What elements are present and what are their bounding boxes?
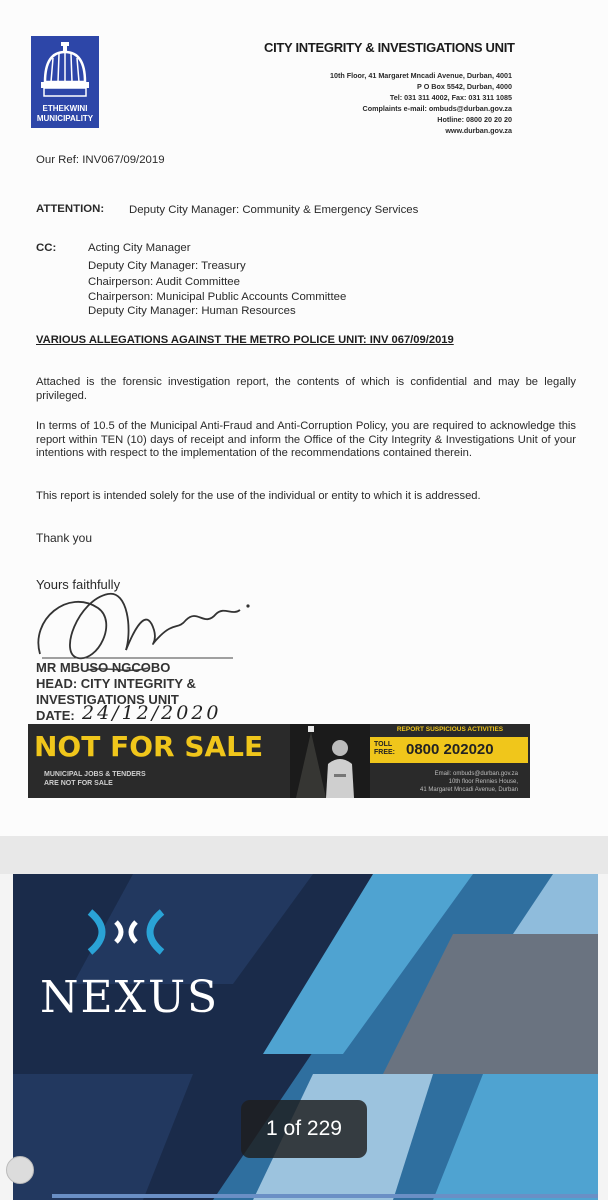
handcuffed-man-icon <box>290 724 370 798</box>
report-suspicious-text: REPORT SUSPICIOUS ACTIVITIES <box>396 726 504 733</box>
page-counter: 1 of 229 <box>241 1100 367 1158</box>
next-page-edge <box>52 1194 598 1198</box>
closing: Yours faithfully <box>36 577 121 592</box>
cc-item: Deputy City Manager: Human Resources <box>88 305 296 317</box>
cc-item: Acting City Manager <box>88 242 191 254</box>
toll-label-line: TOLL <box>374 741 393 748</box>
city-hall-dome-icon <box>39 42 91 98</box>
toll-label-line: FREE: <box>374 749 395 756</box>
attention-value: Deputy City Manager: Community & Emergency Services <box>129 204 419 216</box>
attention-label: ATTENTION: <box>36 203 105 215</box>
toll-free-number: 0800 202020 <box>406 741 494 758</box>
banner-contact-line: 10th floor Rennies House, <box>448 779 518 785</box>
logo-text-line-2: MUNICIPALITY <box>36 114 94 123</box>
banner-subtext-line: MUNICIPAL JOBS & TENDERS <box>44 771 146 778</box>
our-reference: Our Ref: INV067/09/2019 <box>36 154 165 166</box>
report-cover-page <box>0 874 608 1200</box>
not-for-sale-banner <box>28 724 530 798</box>
thank-you: Thank you <box>36 531 93 545</box>
address-line: www.durban.gov.za <box>445 126 512 135</box>
toll-free-box <box>370 737 528 763</box>
address-block <box>330 70 512 136</box>
cc-item: Deputy City Manager: Treasury <box>88 260 246 272</box>
address-line: Tel: 031 311 4002, Fax: 031 311 1085 <box>389 93 512 102</box>
address-line: P O Box 5542, Durban, 4000 <box>417 82 512 91</box>
address-line: Complaints e-mail: ombuds@durban.gov.za <box>362 104 512 113</box>
nexus-brand-name: NEXUS <box>40 972 220 1023</box>
logo-text-line-1: ETHEKWINI <box>42 104 88 113</box>
banner-contact <box>420 770 518 794</box>
paragraph-2: In terms of 10.5 of the Municipal Anti-Fraud and Anti-Corruption Policy, you are required to acknowledge this report within TEN (10) days of receipt and inform the Office of the City Integrity & Investigations Unit of your intentions with respect to the implementation of the recommendations contained therein. <box>36 420 576 459</box>
paragraph-3: This report is intended solely for the use of the individual or entity to which it is addressed. <box>36 490 481 502</box>
unit-title: CITY INTEGRITY & INVESTIGATIONS UNIT <box>264 40 515 55</box>
date-label: DATE: <box>36 708 75 723</box>
signatory-title-line-1: HEAD: CITY INTEGRITY & <box>36 676 196 691</box>
address-line: 10th Floor, 41 Margaret Mncadi Avenue, Durban, 4001 <box>329 71 512 80</box>
banner-contact-line: Email: ombuds@durban.gov.za <box>434 771 518 777</box>
letter-subject: VARIOUS ALLEGATIONS AGAINST THE METRO POLICE UNIT: INV 067/09/2019 <box>36 334 454 346</box>
banner-subtext-line: ARE NOT FOR SALE <box>44 780 113 787</box>
signatory-name: MR MBUSO NGCOBO <box>36 660 171 675</box>
address-line: Hotline: 0800 20 20 20 <box>437 115 512 124</box>
date-handwritten: 24/12/2020 <box>82 702 222 724</box>
paragraph-1: Attached is the forensic investigation report, the contents of which is confidential and may be legally privileged. <box>36 376 576 402</box>
nexus-logo-icon <box>86 908 166 956</box>
banner-subtext <box>44 770 146 788</box>
toll-free-label <box>374 741 395 757</box>
banner-contact-line: 41 Margaret Mncadi Avenue, Durban <box>420 787 518 793</box>
cc-item: Chairperson: Municipal Public Accounts Committee <box>88 291 347 303</box>
banner-headline: NOT FOR SALE <box>34 730 264 763</box>
cc-label: CC: <box>36 242 57 254</box>
page-gap <box>0 836 608 874</box>
viewer-floating-button[interactable] <box>6 1156 34 1184</box>
cc-item: Chairperson: Audit Committee <box>88 276 240 288</box>
ethekwini-logo <box>31 36 99 128</box>
signatory-title-line-2: INVESTIGATIONS UNIT <box>36 692 179 707</box>
